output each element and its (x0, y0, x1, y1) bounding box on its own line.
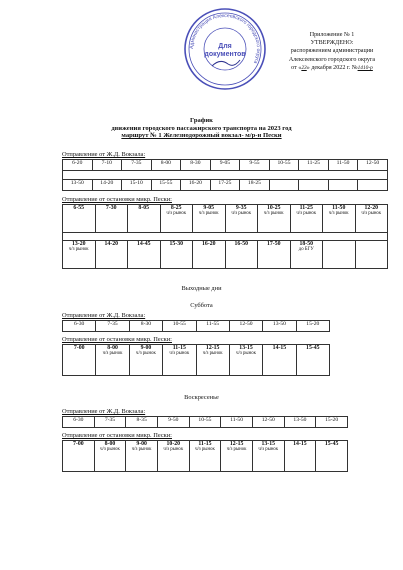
departure-time: 11-50 (332, 205, 346, 211)
weekend-heading: Выходные дни (181, 285, 222, 292)
time-cell: 7-35 (96, 321, 129, 332)
time-cell: 9-50 (157, 417, 189, 428)
route-note: ч/з рынок (195, 447, 215, 453)
time-cell: 15-20 (296, 321, 329, 332)
time-cell (323, 241, 356, 269)
time-cell (163, 345, 196, 376)
time-cell: 10-55 (269, 160, 299, 171)
title-schedule: График (190, 117, 213, 124)
time-cell: 13-50 (263, 321, 296, 332)
departure-time: 8-25 (170, 205, 182, 211)
route-note: ч/з рынок (198, 211, 219, 217)
departure-time: 8-05 (138, 205, 150, 211)
saturday-station-table (62, 320, 330, 332)
time-cell (252, 441, 284, 472)
departure-time: 18-50 (299, 241, 314, 247)
departure-time: 11-15 (172, 345, 186, 351)
route-note: ч/з рынок (231, 211, 252, 217)
route-note: ч/з рынок (163, 447, 184, 453)
table-row (63, 345, 330, 376)
time-cell: 15-20 (316, 417, 348, 428)
departure-time: 7-00 (73, 441, 84, 447)
table-row (63, 321, 330, 332)
departure-time: 17-50 (266, 241, 281, 247)
time-cell: 13-50 (63, 180, 93, 191)
departure-time: 12-15 (205, 345, 220, 351)
weekday-station-label: Отправление от Ж.Д. Вокзала: (62, 151, 146, 158)
table-row (63, 241, 388, 269)
time-cell (290, 205, 323, 233)
time-cell (63, 441, 95, 472)
time-cell (284, 441, 316, 472)
appendix-number: Приложение № 1 (309, 32, 355, 38)
route-note: ч/з рынок (236, 351, 256, 357)
time-cell (193, 205, 226, 233)
departure-time: 9-35 (235, 205, 247, 211)
time-cell: 8-00 (151, 160, 181, 171)
time-cell (316, 441, 348, 472)
departure-time: 12-20 (364, 205, 379, 211)
departure-time: 10-25 (266, 205, 281, 211)
route-note: ч/з рынок (169, 351, 190, 357)
approval-block (272, 31, 392, 72)
time-cell (323, 205, 356, 233)
time-cell: 8-30 (181, 160, 211, 171)
time-cell (258, 205, 291, 233)
time-cell: 6-30 (63, 321, 96, 332)
time-cell (95, 241, 128, 269)
departure-time: 11-15 (198, 441, 212, 447)
time-cell (160, 241, 193, 269)
time-cell (63, 205, 96, 233)
time-cell (63, 345, 96, 376)
time-cell: 15-55 (151, 180, 181, 191)
time-cell: 18-25 (240, 180, 270, 191)
weekday-peski-label: Отправление от остановки микр. Пески: (62, 196, 172, 203)
time-cell: 12-50 (229, 321, 262, 332)
table-row (63, 441, 348, 472)
route-note: ч/з рынок (68, 247, 89, 253)
svg-text:Для: Для (218, 43, 232, 50)
saturday-peski-table (62, 344, 330, 376)
time-cell: 7-35 (122, 160, 152, 171)
time-cell: 12-50 (358, 160, 388, 171)
weekday-peski-table (62, 204, 388, 269)
time-cell: 7-10 (92, 160, 122, 171)
document-title (0, 117, 403, 140)
time-cell: 11-55 (196, 321, 229, 332)
time-cell (129, 345, 162, 376)
time-cell (225, 241, 258, 269)
sunday-station-label: Отправление от Ж.Д. Вокзала: (62, 408, 146, 415)
time-cell (225, 205, 258, 233)
approved-org-line: Алексеевского городского округа (288, 56, 376, 63)
time-cell (355, 205, 388, 233)
route-note: ч/з рынок (136, 351, 156, 357)
time-cell (258, 241, 291, 269)
departure-time: 9-00 (136, 441, 147, 447)
route-note: до БГУ (298, 247, 314, 253)
time-cell (296, 345, 329, 376)
route-note: ч/з рынок (328, 211, 349, 217)
time-cell (193, 241, 226, 269)
time-cell (96, 345, 129, 376)
svg-text:Администрация Алексеевского го: Администрация Алексеевского городского округа (188, 12, 262, 65)
route-note: ч/з рынок (102, 351, 123, 357)
table-row (63, 205, 388, 233)
time-cell: 9-05 (210, 160, 240, 171)
time-cell: 11-25 (299, 160, 329, 171)
time-cell (221, 441, 253, 472)
departure-time: 16-50 (234, 241, 249, 247)
departure-time: 12-15 (229, 441, 244, 447)
time-cell (95, 205, 128, 233)
departure-time: 14-15 (293, 441, 307, 447)
table-row (63, 160, 388, 171)
sunday-peski-label: Отправление от остановки микр. Пески: (62, 432, 172, 439)
saturday-peski-label: Отправление от остановки микр. Пески: (62, 336, 172, 343)
departure-time: 16-20 (201, 241, 216, 247)
departure-time: 11-25 (299, 205, 313, 211)
route-note: ч/з рынок (131, 447, 152, 453)
departure-time: 14-15 (272, 345, 287, 351)
sunday-heading: Воскресенье (184, 394, 219, 401)
time-cell: 11-50 (328, 160, 358, 171)
approved-by-line: распоряжением администрации (290, 48, 374, 55)
time-cell: 8-30 (129, 321, 162, 332)
time-cell (63, 241, 96, 269)
departure-time: 8-00 (104, 441, 116, 447)
route-note: ч/з рынок (258, 447, 279, 453)
time-cell: 14-20 (92, 180, 122, 191)
time-cell: 9-55 (240, 160, 270, 171)
departure-time: 13-15 (261, 441, 276, 447)
time-cell (290, 241, 323, 269)
table-row (63, 417, 348, 428)
time-cell: 6-30 (63, 417, 95, 428)
sunday-peski-table (62, 440, 348, 472)
time-cell (128, 205, 161, 233)
departure-time: 8-00 (107, 345, 118, 351)
time-cell (126, 441, 158, 472)
time-cell: 10-55 (163, 321, 196, 332)
saturday-station-label: Отправление от Ж.Д. Вокзала: (62, 312, 146, 319)
time-cell: 16-20 (181, 180, 211, 191)
time-cell: 11-50 (221, 417, 253, 428)
svg-text:документов: документов (204, 51, 246, 58)
time-cell: 13-50 (284, 417, 316, 428)
time-cell: 6-20 (63, 160, 93, 171)
time-cell: 17-25 (210, 180, 240, 191)
departure-time: 7-00 (73, 345, 85, 351)
saturday-heading: Суббота (190, 302, 213, 309)
time-cell (128, 241, 161, 269)
route-note: ч/з рынок (166, 211, 187, 217)
departure-time: 15-45 (306, 345, 320, 351)
departure-time: 14-45 (136, 241, 151, 247)
time-cell: 8-35 (126, 417, 158, 428)
departure-time: 13-20 (71, 241, 86, 247)
time-cell (196, 345, 229, 376)
sunday-station-table (62, 416, 348, 428)
route-note: ч/з рынок (296, 211, 317, 217)
route-note: ч/з рынок (263, 211, 284, 217)
title-subject: движения городского пассажирского транспорта на 2023 год (111, 124, 292, 132)
time-cell (189, 441, 221, 472)
weekday-station-table (62, 159, 388, 191)
approved-label: УТВЕРЖДЕНО: (310, 40, 354, 47)
departure-time: 7-30 (105, 205, 117, 211)
time-cell: 15-10 (122, 180, 152, 191)
time-cell (160, 205, 193, 233)
time-cell: 12-50 (252, 417, 284, 428)
departure-time: 9-05 (203, 205, 215, 211)
route-note: ч/з рынок (100, 447, 120, 453)
approval-date-line: от «23» декабря 2022 г. №1410-р (291, 64, 373, 71)
departure-time: 10-20 (166, 441, 181, 447)
departure-time: 15-45 (324, 441, 339, 447)
departure-time: 14-20 (104, 241, 119, 247)
time-cell (263, 345, 296, 376)
time-cell (355, 241, 388, 269)
time-cell (94, 441, 126, 472)
departure-time: 15-30 (169, 241, 184, 247)
time-cell: 7-35 (94, 417, 126, 428)
title-route: маршрут № 1 Железнодорожный вокзал- м/р-н Пески (121, 132, 282, 139)
time-cell (229, 345, 262, 376)
departure-time: 6-55 (73, 205, 85, 211)
table-row (63, 180, 388, 191)
route-note: ч/з рынок (361, 211, 382, 217)
departure-time: 13-15 (239, 345, 253, 351)
time-cell (157, 441, 189, 472)
time-cell: 10-55 (189, 417, 221, 428)
route-note: ч/з рынок (202, 351, 223, 357)
route-note: ч/з рынок (226, 447, 247, 453)
official-seal (182, 6, 268, 92)
departure-time: 9-00 (140, 345, 152, 351)
